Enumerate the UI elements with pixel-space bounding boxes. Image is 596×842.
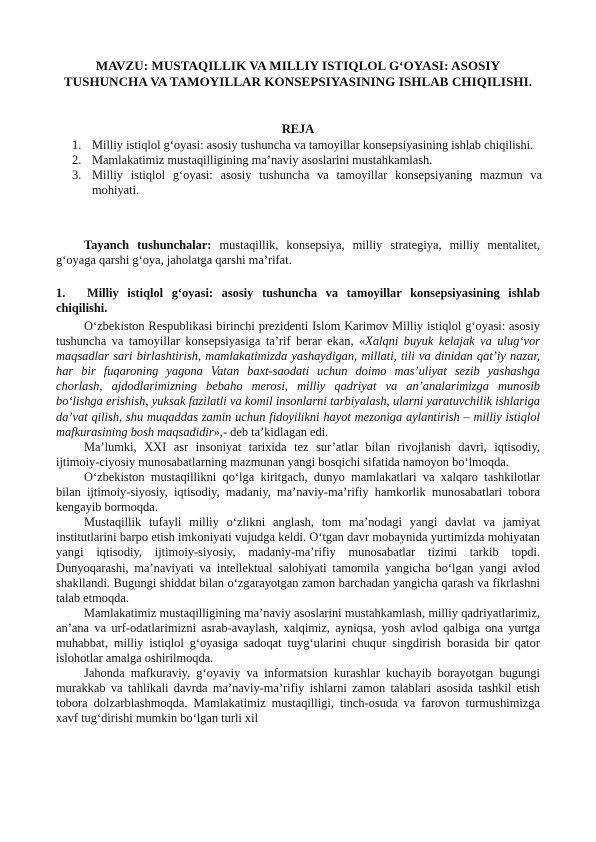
document-title: MAVZU: MUSTAQILLIK VA MILLIY ISTIQLOL G‘OYASI: ASOSIY TUSHUNCHA VA TAMOYILLAR KONSEPSIYASINING ISHLAB CHIQILISHI. [63,58,533,89]
paragraph: Jahonda mafkuraviy, g‘oyaviy va informatsion kurashlar kuchayib borayotgan bugungi murakkab va tahlikali davrda ma’naviy-ma’rifiy ishlarni zamon talablari asosida tashkil etish tobora dolzarblashmoqda. Mamlakatimiz mustaqilligi, tinch-osuda va farovon turmushimizga xavf tug‘dirishi mumkin bo‘lgan turli xil [56,666,540,726]
plan-item [72,168,542,198]
section-number: 1. [56,286,66,300]
quotation-italic: Xalqni buyuk kelajak va ulug‘vor maqsadlar sari birlashtirish, mamlakatimizda yashaydigan, millati, tili va dinidan qat’iy nazar, har bir fuqaroning yagona Vatan baxt-saodati uchun doimo mas’uliyat sezib yashashga chorlash, ajdodlarimizning bebaho merosi, milliy qadriyat va an’analarimizga munosib bo‘lishga erishish, yuksak fazilatli va komil insonlarni tarbiyalash, ularni yaratuvchilik ishlariga da’vat qilish, shu muqaddas zamin uchun fidoyilikni hayot mezoniga aylantirish – milliy istiqlol mafkurasining bosh maqsadidir [56,334,540,439]
paragraph: Ma’lumki, XXI asr insoniyat tarixida tez sur’atlar bilan rivojlanish davri, iqtisodiy, ijtimoiy-ciyosiy munosabatlarning mazmunan yangi bosqichi sifatida namoyon bo‘lmoqda. [56,439,540,469]
plan-item-number: 1. [72,138,82,152]
paragraph-lead: O‘zbekiston Respublikasi birinchi prezidenti Islom Karimov Milliy istiqlol g‘oyasi: asosiy tushuncha va tamoyillar konsepsiyasiga ta’rif berar ekan, « [56,319,540,349]
plan-item [72,153,542,168]
paragraph-tail: »,- deb ta’kidlagan edi. [213,424,329,439]
plan-item-text: Milliy istiqlol g‘oyasi: asosiy tushuncha va tamoyillar konsepsiyaning mazmun va mohiyati. [92,168,542,198]
plan-item-number: 2. [72,153,82,168]
paragraph: Mustaqillik tufayli milliy o‘zlikni anglash, tom ma’nodagi yangi davlat va jamiyat institutlarini barpo etish imkoniyati vujudga keldi. O‘tgan davr mobaynida yurtimizda mohiyatan yangi iqtisodiy, ijtimoiy-siyosiy, madaniy-ma’rifiy munosabatlar tizimi tarkib topdi. Dunyoqarashi, ma’naviyati va intellektual salohiyati tamomila yangicha bo‘lgan yangi avlod shakllandi. Bugungi shiddat bilan o‘zgarayotgan zamon barchadan yangicha qarash va fikrlashni talab etmoqda. [56,515,540,605]
plan-item-text: Mamlakatimiz mustaqilligining ma’naviy asoslarini mustahkamlash. [92,153,433,168]
section-title: Milliy istiqlol g‘oyasi: asosiy tushuncha va tamoyillar konsepsiyasining ishlab chiqilishi. [56,286,540,316]
plan-item [72,138,542,153]
key-concepts-text: mustaqillik, konsepsiya, milliy strategiya, milliy mentalitet, g‘oyaga qarshi g‘oya, jaholatga qarshi ma’rifat. [56,238,540,268]
paragraph: O‘zbekiston mustaqillikni qo‘lga kiritgach, dunyo mamlakatlari va xalqaro tashkilotlar bilan ijtimoiy-siyosiy, iqtisodiy, madaniy, ma’naviy-ma’rifiy hamkorlik munosabatlari tobora kengayib bormoqda. [56,469,540,515]
plan-list [72,138,542,198]
plan-item-number: 3. [72,168,82,183]
section-heading [56,286,540,316]
body-text [56,319,540,727]
paragraph [56,319,540,440]
key-concepts-paragraph [56,238,540,268]
key-concepts-label: Tayanch tushunchalar: [84,238,212,252]
plan-heading: REJA [281,122,315,136]
paragraph: Mamlakatimiz mustaqilligining ma’naviy asoslarini mustahkamlash, milliy qadriyatlarimiz, an’ana va urf-odatlarimizni asrab-avaylash, xalqimiz, ayniqsa, yosh avlod qalbiga ona yurtga muhabbat, milliy istiqlol g‘oyasiga sadoqat tuyg‘ularini chuqur singdirish borasida bir qator islohotlar amalga oshirilmoqda. [56,605,540,666]
plan-item-text: Milliy istiqlol g‘oyasi: asosiy tushuncha va tamoyillar konsepsiyasining ishlab chiqilishi. [92,138,534,152]
